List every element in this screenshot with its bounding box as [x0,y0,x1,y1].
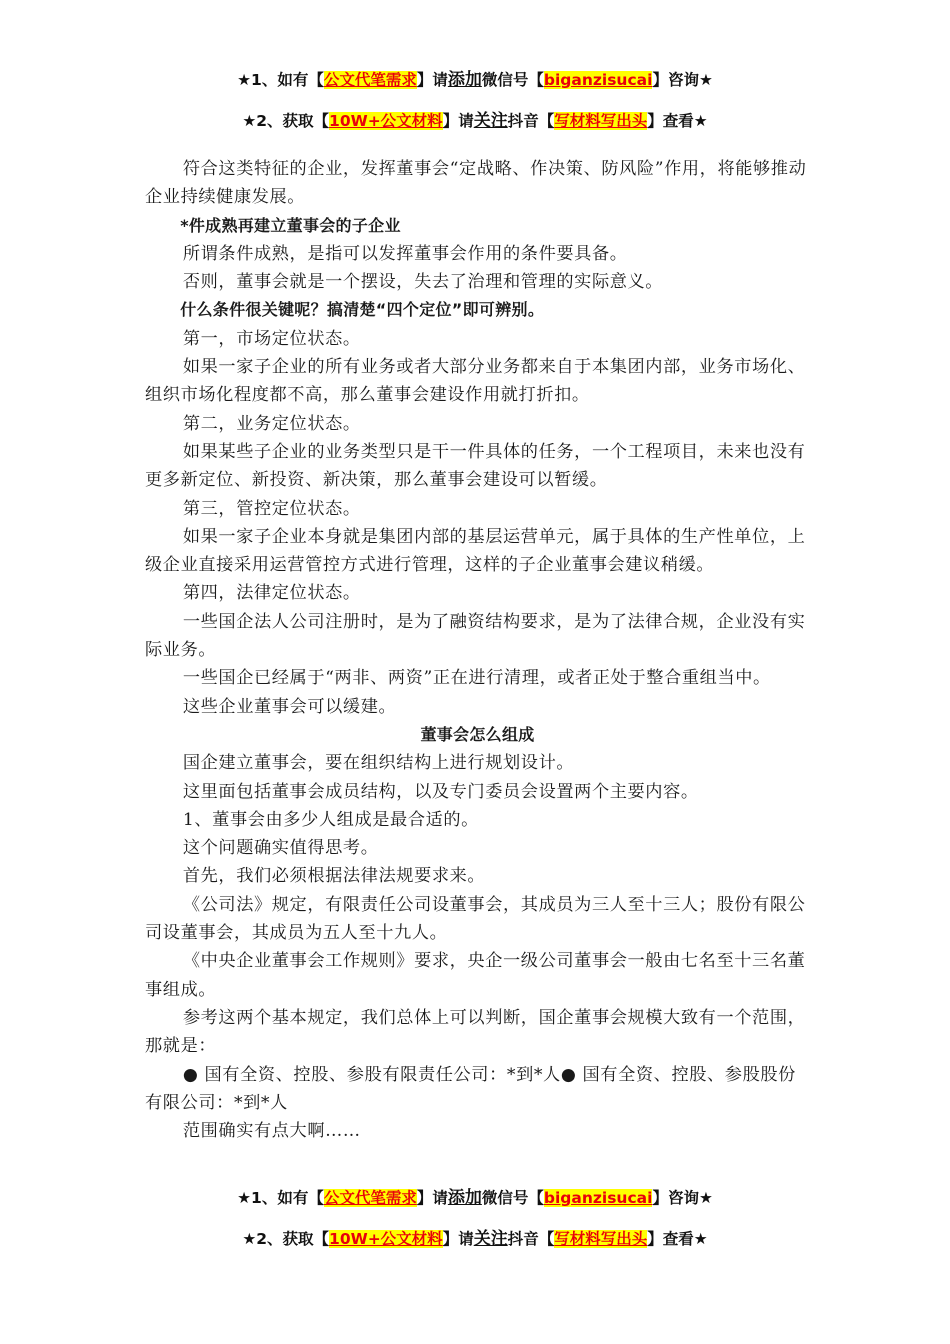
highlight-wechat-id: biganzisucai [543,1189,653,1207]
paragraph: 第一，市场定位状态。 [182,328,361,349]
paragraph: 这些企业董事会可以缓建。 [182,696,397,717]
banner-text: 微信号【 [481,1189,544,1207]
banner-text: 】请 [442,1230,474,1248]
banner-text: 抖音【 [507,112,555,130]
banner-text: ★2、获取【 [242,1230,330,1248]
underlined-action: 添加 [447,70,482,90]
banner-text: ★1、如有【 [237,1189,324,1207]
section-heading-centered: 董事会怎么组成 [420,724,535,744]
highlight-wechat-id: biganzisucai [543,71,653,89]
paragraph: 否则，董事会就是一个摆设，失去了治理和管理的实际意义。 [182,272,664,293]
highlight-materials: 10W+公文材料 [329,1230,443,1248]
highlight-service: 公文代笔需求 [323,71,417,89]
banner-text: 】请 [416,71,448,89]
paragraph: 这个问题确实值得思考。 [182,838,379,859]
banner-text: 】咨询★ [652,1189,713,1207]
paragraph: 《中央企业董事会工作规则》要求，央企一级公司董事会一般由七名至十三名董事组成。 [145,951,806,1000]
highlight-douyin-id: 写材料写出头 [554,1230,648,1248]
paragraph: 第四，法律定位状态。 [182,583,361,604]
banner-text: 】查看★ [647,112,708,130]
top-banner-line-1 [0,69,950,91]
paragraph: 第二，业务定位状态。 [182,413,361,434]
underlined-action: 添加 [447,1188,482,1208]
paragraph: 第三，管控定位状态。 [182,498,361,519]
paragraph: 范围确实有点大啊…… [182,1121,361,1142]
article-body [145,155,810,1145]
highlight-service: 公文代笔需求 [323,1189,417,1207]
paragraph: 如果一家子企业的所有业务或者大部分业务都来自于本集团内部，业务市场化、组织市场化程度都不高，那么董事会建设作用就打折扣。 [145,357,806,406]
underlined-action: 关注 [473,1229,508,1249]
banner-text: ★1、如有【 [237,71,324,89]
paragraph: 首先，我们必须根据法律法规要求来。 [182,866,486,887]
banner-text: 】请 [416,1189,448,1207]
paragraph: 参考这两个基本规定，我们总体上可以判断，国企董事会规模大致有一个范围，那就是： [145,1007,806,1057]
highlight-materials: 10W+公文材料 [329,112,443,130]
top-banner-line-2 [0,110,950,132]
banner-text: 】请 [442,112,474,130]
paragraph: 一些国企已经属于“两非、两资”正在进行清理，或者正处于整合重组当中。 [182,668,771,689]
bullet-paragraph: ● 国有全资、控股、参股有限责任公司：*到*人● 国有全资、控股、参股股份有限公司：*到*人 [145,1064,796,1113]
bottom-banner-line-2 [0,1228,950,1250]
paragraph: 这里面包括董事会成员结构，以及专门委员会设置两个主要内容。 [182,781,699,802]
paragraph: 1、董事会由多少人组成是最合适的。 [182,809,479,830]
paragraph: 所谓条件成熟，是指可以发挥董事会作用的条件要具备。 [182,243,628,264]
highlight-douyin-id: 写材料写出头 [554,112,648,130]
paragraph: 符合这类特征的企业，发挥董事会“定战略、作决策、防风险”作用，将能够推动企业持续健康发展。 [145,159,807,208]
paragraph: 国企建立董事会，要在组织结构上进行规划设计。 [182,753,575,774]
bottom-banner-line-1 [0,1187,950,1209]
banner-text: 】查看★ [647,1230,708,1248]
banner-text: ★2、获取【 [242,112,330,130]
section-heading: 什么条件很关键呢？搞清楚“四个定位”即可辨别。 [180,300,545,320]
banner-text: 】咨询★ [652,71,713,89]
section-heading: *件成熟再建立董事会的子企业 [180,215,401,235]
paragraph: 一些国企法人公司注册时，是为了融资结构要求，是为了法律合规，企业没有实际业务。 [145,611,806,661]
underlined-action: 关注 [473,111,508,131]
paragraph: 《公司法》规定，有限责任公司设董事会，其成员为三人至十三人；股份有限公司设董事会，其成员为五人至十九人。 [145,894,806,944]
banner-text: 抖音【 [507,1230,555,1248]
paragraph: 如果某些子企业的业务类型只是干一件具体的任务，一个工程项目，未来也没有更多新定位、新投资、新决策，那么董事会建设可以暂缓。 [145,441,806,491]
banner-text: 微信号【 [481,71,544,89]
paragraph: 如果一家子企业本身就是集团内部的基层运营单元，属于具体的生产性单位，上级企业直接采用运营管控方式进行管理，这样的子企业董事会建议稍缓。 [145,526,806,576]
